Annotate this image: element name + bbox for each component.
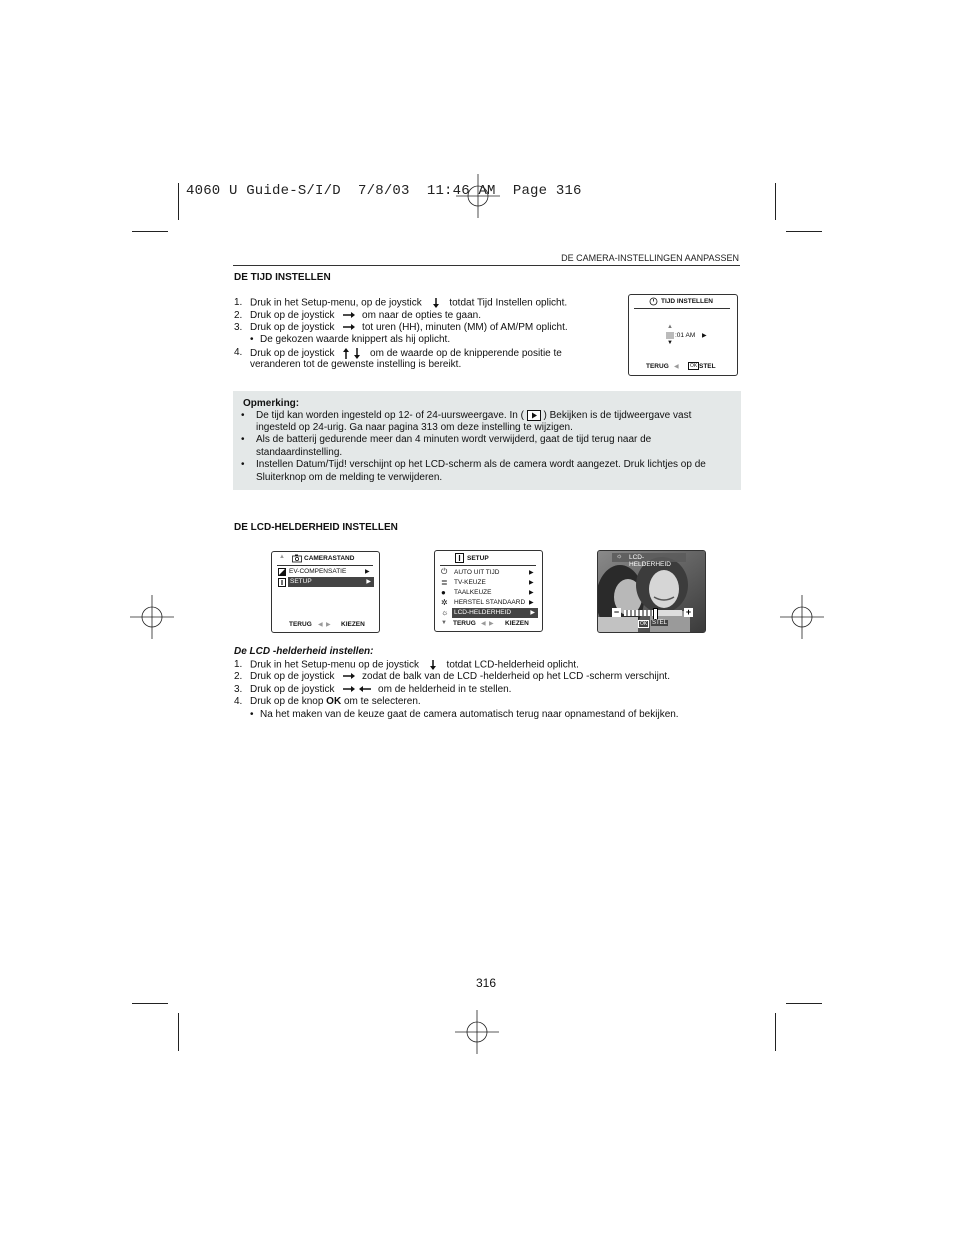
crop-mark bbox=[178, 1013, 179, 1051]
bullet-dot: • bbox=[241, 434, 245, 445]
caret-left-icon: ◀ ▶ bbox=[481, 621, 494, 627]
select-label: KIEZEN bbox=[505, 620, 529, 627]
crop-mark bbox=[775, 1013, 776, 1051]
set-label: STEL bbox=[652, 620, 668, 626]
setup-icon bbox=[278, 578, 286, 587]
caret-right-icon: ▶ bbox=[529, 590, 534, 596]
note-line: Sluiterknop om de melding te verwijderen. bbox=[256, 472, 443, 483]
note-line: Als de batterij gedurende meer dan 4 minuten wordt verwijderd, gaat de tijd terug naar de bbox=[256, 434, 652, 445]
sub-heading: De LCD -helderheid instellen: bbox=[234, 646, 374, 657]
running-header: DE CAMERA-INSTELLINGEN AANPASSEN bbox=[561, 253, 739, 263]
caret-right-icon: ▶ bbox=[529, 580, 534, 586]
select-label: KIEZEN bbox=[341, 621, 365, 628]
plus-icon: + bbox=[685, 607, 692, 617]
clock-icon bbox=[649, 297, 658, 306]
screen-title: TIJD INSTELLEN bbox=[661, 298, 714, 305]
menu-item: HERSTEL STANDAARD bbox=[454, 599, 526, 606]
arrow-right-left-icon bbox=[337, 684, 375, 694]
note-line: Instellen Datum/Tijd! verschijnt op het LCD-scherm als de camera wordt aangezet. Druk lichtjes op de bbox=[256, 459, 706, 470]
lcd-screen-brightness bbox=[597, 550, 706, 633]
time-value: :01 AM bbox=[675, 332, 696, 339]
menu-item-selected: SETUP ▶ bbox=[288, 577, 374, 587]
screen-divider bbox=[440, 565, 536, 566]
page-number: 316 bbox=[476, 976, 497, 990]
screen-title: CAMERASTAND bbox=[304, 555, 355, 562]
note-box bbox=[233, 391, 741, 490]
caret-left-icon: ◀ bbox=[674, 364, 679, 370]
caret-up-icon: ▲ bbox=[667, 324, 673, 330]
minus-icon: − bbox=[613, 607, 620, 617]
playback-icon bbox=[527, 410, 541, 421]
ok-icon: OK bbox=[690, 363, 698, 369]
highlight-field bbox=[666, 332, 674, 339]
arrow-down-icon bbox=[422, 659, 444, 671]
arrow-right-icon bbox=[337, 322, 359, 332]
crop-mark bbox=[786, 1003, 822, 1004]
registration-mark bbox=[130, 595, 174, 639]
note-title: Opmerking: bbox=[243, 398, 300, 409]
caret-down-icon: ▼ bbox=[441, 620, 447, 626]
back-label: TERUG bbox=[646, 363, 669, 370]
caret-right-icon: ▶ bbox=[529, 570, 534, 576]
screen-divider bbox=[634, 308, 730, 309]
registration-mark bbox=[780, 595, 824, 639]
brightness-bar bbox=[624, 610, 682, 616]
lcd-screen-time bbox=[628, 294, 738, 376]
crop-mark bbox=[775, 183, 776, 220]
set-label: STEL bbox=[699, 363, 716, 370]
arrow-right-icon bbox=[337, 671, 359, 681]
setup-icon bbox=[455, 553, 464, 563]
reset-icon: ✲ bbox=[441, 598, 448, 607]
menu-item: EV-COMPENSATIE bbox=[289, 568, 347, 575]
note-line: ingesteld op 24-urig. Ga naar pagina 313 om deze instelling te wijzigen. bbox=[256, 422, 573, 433]
registration-mark bbox=[455, 1010, 499, 1054]
power-icon: ⏻ bbox=[441, 567, 448, 576]
header-rule bbox=[233, 265, 740, 266]
section-title-time: DE TIJD INSTELLEN bbox=[234, 272, 331, 283]
crop-mark bbox=[132, 231, 168, 232]
tv-icon: ≣ bbox=[441, 578, 448, 587]
screen-title: SETUP bbox=[467, 555, 489, 562]
caret-up-icon: ▲ bbox=[279, 554, 285, 560]
caret-right-icon: ▶ bbox=[702, 333, 707, 339]
caret-right-icon: ▶ bbox=[366, 579, 371, 585]
ev-icon bbox=[278, 568, 286, 576]
screen-title-bar: ☼ LCD-HELDERHEID bbox=[612, 553, 686, 562]
note-line: standaardinstelling. bbox=[256, 447, 343, 458]
crop-mark bbox=[178, 183, 179, 220]
caret-down-icon: ▼ bbox=[667, 340, 673, 346]
bullet-dot: • bbox=[241, 410, 245, 421]
language-icon: ● bbox=[441, 588, 446, 597]
arrow-down-icon bbox=[425, 297, 447, 309]
caret-right-icon: ▶ bbox=[530, 610, 535, 616]
crop-mark bbox=[786, 231, 822, 232]
bullet-dot: • bbox=[241, 459, 245, 470]
camera-icon bbox=[292, 554, 302, 563]
section-title-lcd: DE LCD-HELDERHEID INSTELLEN bbox=[234, 522, 398, 533]
back-label: TERUG bbox=[289, 621, 312, 628]
menu-item: AUTO UIT TIJD bbox=[454, 569, 500, 576]
lcd-screen-setup bbox=[434, 550, 543, 632]
menu-item: TAALKEUZE bbox=[454, 589, 492, 596]
caret-right-icon: ▶ bbox=[529, 600, 534, 606]
caret-left-icon: ◀ ▶ bbox=[318, 622, 331, 628]
back-label: TERUG bbox=[453, 620, 476, 627]
brightness-icon: ☼ bbox=[441, 608, 449, 617]
step-continuation: veranderen tot de gewenste instelling is bereikt. bbox=[250, 359, 462, 370]
note-line: De tijd kan worden ingesteld op 12- of 24-uursweergave. In ( ) Bekijken is de tijdweergave vast bbox=[256, 410, 692, 422]
ok-icon: OK bbox=[640, 621, 648, 627]
menu-item: TV-KEUZE bbox=[454, 579, 486, 586]
brightness-icon: ☼ bbox=[616, 553, 623, 560]
crop-mark bbox=[132, 1003, 168, 1004]
print-slug: 4060 U Guide-S/I/D 7/8/03 11:46 AM Page 316 bbox=[186, 183, 582, 199]
menu-item-selected: LCD-HELDERHEID ▶ bbox=[452, 608, 538, 618]
lcd-screen-camera-mode bbox=[271, 551, 380, 633]
caret-right-icon: ▶ bbox=[365, 569, 370, 575]
screen-divider bbox=[277, 565, 373, 566]
arrow-right-icon bbox=[337, 310, 359, 320]
